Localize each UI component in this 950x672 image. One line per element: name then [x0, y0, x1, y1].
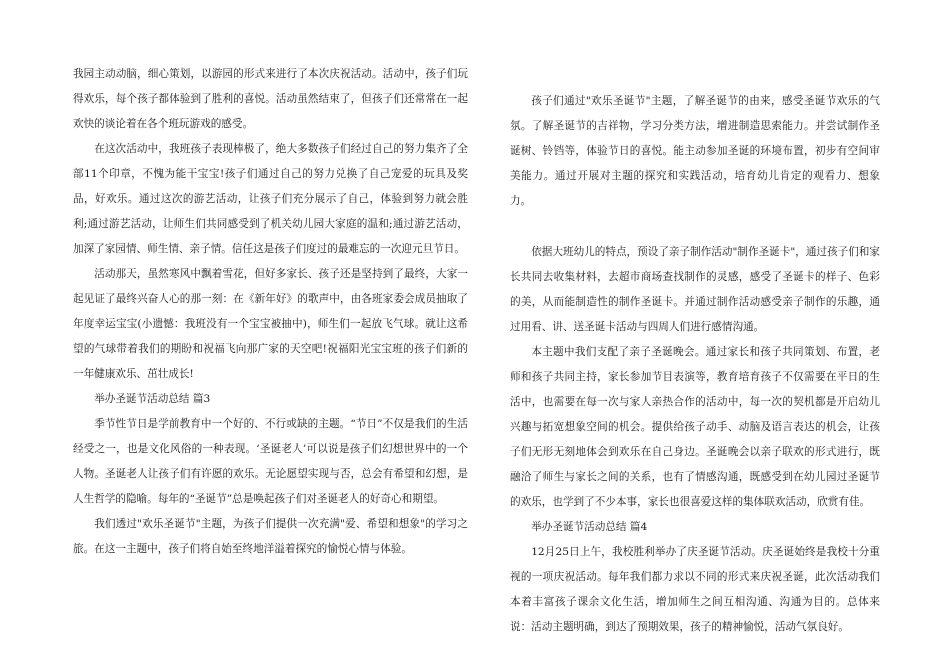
paragraph: 季节性节日是学前教育中一个好的、不行或缺的主题。“节日”不仅是我们的生活经受之一，也是文化风俗的一种表现。‘圣诞老人’可以说是孩子们幻想世界中的一个人物。圣诞老人让孩子们有许愿的欢乐。无论愿望实现与否，总会有希望和幻想，是人生哲学的隐喻。每年的“圣诞节”总是唤起孩子们对圣诞老人的好奇心和期望。 [73, 418, 468, 505]
section-heading-3: 举办圣诞节活动总结 篇3 [94, 393, 211, 405]
paragraph: 活动那天，虽然寒风中飘着雪花，但好多家长、孩子还是坚持到了最终，大家一起见证了最终兴奋人心的那一刻：在《新年好》的歌声中，由各班家委会成员抽取了年度幸运宝宝(小遗憾：我班没有一个宝宝被抽中)，师生们一起放飞气球。就让这希望的气球带着我们的期盼和祝福飞向那广家的天空吧!祝福阳光宝宝班的孩子们新的一年健康欢乐、茁壮成长! [73, 268, 468, 380]
paragraph: 孩子们通过"欢乐圣诞节"主题，了解圣诞节的由来，感受圣诞节欢乐的气氛。了解圣诞节的吉祥物，学习分类方法，增进制造思索能力。并尝试制作圣诞树、铃铛等，体验节日的喜悦。能主动参加圣诞的环境布置，初步有空间审美能力。通过开展对主题的探究和实践活动，培育幼儿肯定的观看力、想象力。 [510, 95, 880, 207]
left-column [73, 0, 468, 562]
right-column [510, 0, 880, 640]
section-heading-4: 举办圣诞节活动总结 篇4 [531, 521, 648, 533]
paragraph: 12月25日上午，我校胜利举办了庆圣诞节活动。庆圣诞始终是我校十分重视的一项庆祝活动。每年我们都力求以不同的形式来庆祝圣诞，此次活动我们本着丰富孩子课余文化生活，增加师生之间互相沟通、沟通为目的。总体来说：活动主题明确，到达了预期效果，孩子的精神愉悦，活动气氛良好。 [510, 546, 880, 633]
paragraph: 依据大班幼儿的特点，预设了亲子制作活动"制作圣诞卡"，通过孩子们和家长共同去收集材料，去超市商场查找制作的灵感，感受了圣诞卡的样子、色彩的美，从而能制造性的制作圣诞卡。并通过制作活动感受亲子制作的乐趣，通过用看、讲、送圣诞卡活动与四周人们进行感情沟通。 [510, 246, 880, 333]
paragraph-gap [510, 214, 880, 240]
paragraph: 在这次活动中，我班孩子表现棒极了，绝大多数孩子们经过自己的努力集齐了全部11个印章，不愧为能干宝宝!孩子们通过自己的努力兑换了自己宠爱的玩具及奖品，好欢乐。通过这次的游艺活动，让孩子们充分展示了自己，体验到努力就会胜利;通过游艺活动，让师生们共同感受到了机关幼儿园大家庭的温和;通过游艺活动，加深了家园情、师生情、亲子情。信任这是孩子们度过的最难忘的一次迎元旦节日。 [73, 143, 468, 255]
paragraph: 本主题中我们支配了亲子圣诞晚会。通过家长和孩子共同策划、布置，老师和孩子共同主持，家长参加节目表演等，教育培育孩子不仅需要在平日的生活中，也需要在每一次与家人亲热合作的活动中，每一次的契机都是开启幼儿兴趣与拓宽想象空间的机会。提供给孩子动手、动脑及语言表达的机会，让孩子们无形无刻地体会到欢乐在自己身边。圣诞晚会以亲子联欢的形式进行，既融洽了师生与家长之间的关系，也有了情感沟通，既感受到在幼儿园过圣诞节的欢乐，也学到了不少本事，家长也很喜爱这样的集体联欢活动，欣赏有佳。 [510, 346, 880, 508]
paragraph: 我们透过"欢乐圣诞节"主题，为孩子们提供一次充满"爱、希望和想象"的学习之旅。在这一主题中，孩子们将自始至终地洋溢着探究的愉悦心情与体验。 [73, 518, 468, 555]
paragraph: 我园主动动脑，细心策划，以游园的形式来进行了本次庆祝活动。活动中，孩子们玩得欢乐，每个孩子都体验到了胜利的喜悦。活动虽然结束了，但孩子们还常常在一起欢快的谈论着在各个班玩游戏的感受。 [73, 68, 468, 130]
